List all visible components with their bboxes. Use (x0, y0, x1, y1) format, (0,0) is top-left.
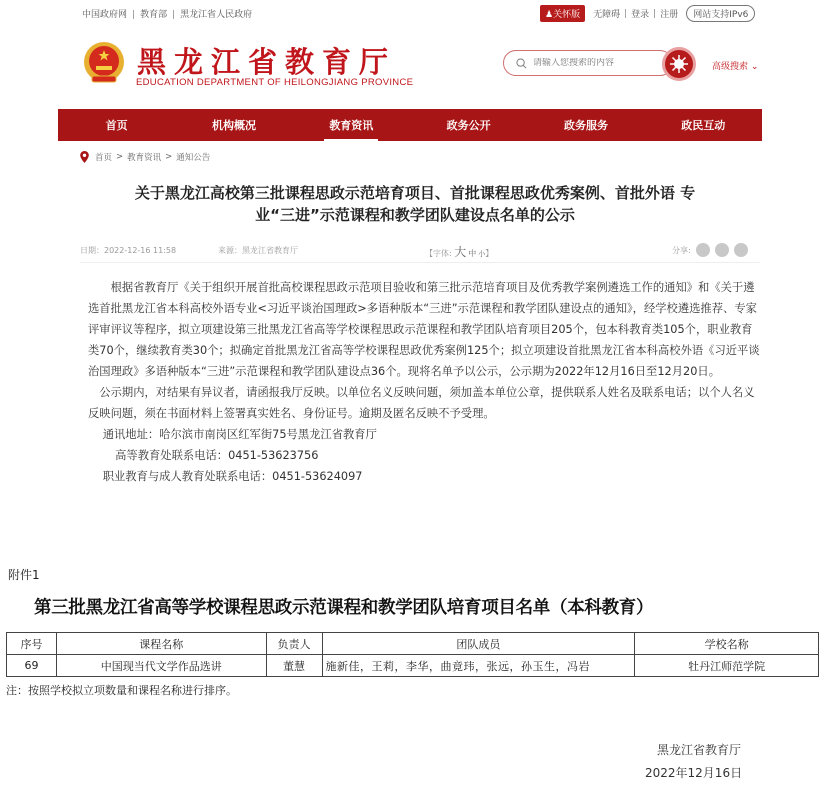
column-header: 负责人 (266, 633, 322, 655)
ipv6-badge: 网站支持IPv6 (686, 5, 755, 22)
paragraph: 公示期内，对结果有异议者，请函报我厅反映。以单位名义反映问题，须加盖本单位公章，提供联系人姓名及联系电话；以个人名义反映问题，须在书面材料上签署真实姓名、身份证号。逾期及匿名反映不予受理。 (88, 386, 755, 420)
cell-course-name: 中国现当代文学作品选讲 (56, 655, 266, 677)
project-list-table (6, 632, 819, 677)
article-meta (80, 243, 760, 259)
separator: | (172, 10, 176, 20)
table-row (7, 655, 819, 677)
font-size-control: 【字体: 大 中 小】 (425, 245, 494, 259)
link-hlj-gov[interactable]: 黑龙江省人民政府 (180, 10, 253, 20)
breadcrumb-notices[interactable]: 通知公告 (176, 153, 211, 163)
nav-item-organization[interactable]: 机构概况 (211, 119, 256, 132)
breadcrumb-home[interactable]: 首页 (95, 153, 113, 163)
publish-date: 日期：2022-12-16 11:58 (80, 246, 177, 255)
care-mode-button[interactable]: ♟关怀版 (540, 5, 585, 22)
nav-item-interaction[interactable]: 政民互动 (681, 119, 726, 132)
breadcrumb-separator: > (165, 152, 173, 162)
top-right-links (540, 5, 755, 22)
font-size-large[interactable]: 大 (454, 245, 467, 259)
share-bar: 分享: (672, 243, 748, 257)
login-link[interactable]: 登录 (631, 10, 650, 20)
chevron-down-icon: ⌄ (750, 62, 759, 72)
separator: | (653, 8, 657, 19)
search-icon (516, 58, 527, 69)
signature-date: 2022年12月16日 (645, 766, 743, 780)
divider (80, 262, 760, 263)
article-source: 来源：黑龙江省教育厅 (218, 246, 298, 255)
location-pin-icon (80, 151, 89, 163)
separator: | (624, 8, 628, 19)
share-qzone-icon[interactable] (734, 243, 748, 257)
attachment-label: 附件1 (8, 568, 40, 582)
search-button[interactable] (662, 47, 696, 81)
article-body (88, 277, 762, 487)
link-moe[interactable]: 教育部 (140, 10, 168, 20)
site-subtitle: EDUCATION DEPARTMENT OF HEILONGJIANG PROVINCE (136, 77, 414, 88)
column-header: 课程名称 (56, 633, 266, 655)
contact-phone-higher-ed: 高等教育处联系电话：0451-53623756 (115, 449, 319, 462)
national-emblem-icon (80, 40, 128, 88)
nav-item-government-services[interactable]: 政务服务 (563, 119, 608, 132)
share-wechat-icon[interactable] (715, 243, 729, 257)
attachment-title: 第三批黑龙江省高等学校课程思政示范课程和教学团队培育项目名单（本科教育） (34, 598, 654, 618)
search-input[interactable] (533, 58, 643, 68)
breadcrumb-education-news[interactable]: 教育资讯 (127, 153, 162, 163)
search-box (503, 50, 673, 76)
breadcrumb-separator: > (116, 152, 124, 162)
column-header: 学校名称 (635, 633, 819, 655)
separator: | (132, 10, 136, 20)
font-size-small[interactable]: 小 (478, 250, 486, 258)
user-icon: ♟ (545, 10, 554, 20)
font-size-medium[interactable]: 中 (468, 249, 477, 258)
accessibility-link[interactable]: 无障碍 (593, 10, 621, 20)
signature-org: 黑龙江省教育厅 (657, 743, 742, 757)
cell-school: 牡丹江师范学院 (635, 655, 819, 677)
share-weibo-icon[interactable] (696, 243, 710, 257)
table-note: 注：按照学校拟立项数量和课程名称进行排序。 (6, 684, 237, 697)
column-header: 团队成员 (322, 633, 635, 655)
nav-item-education-news[interactable]: 教育资讯 (293, 109, 410, 141)
breadcrumb (80, 151, 210, 163)
advanced-search-link[interactable]: 高级搜索 ⌄ (712, 62, 759, 72)
column-header: 序号 (7, 633, 57, 655)
main-nav (58, 109, 762, 141)
top-links (82, 7, 252, 20)
site-title: 黑龙江省教育厅 (137, 45, 397, 79)
snowflake-icon (669, 54, 689, 74)
cell-lead: 董慧 (266, 655, 322, 677)
register-link[interactable]: 注册 (660, 10, 679, 20)
article-title: 关于黑龙江高校第三批课程思政示范培育项目、首批课程思政优秀案例、首批外语 专 业“三进”示范课程和教学团队建设点名单的公示 (134, 184, 696, 224)
site-header (0, 30, 824, 104)
paragraph: 根据省教育厅《关于组织开展首批高校课程思政示范项目验收和第三批示范培育项目及优秀教学案例遴选工作的通知》和《关于遴选首批黑龙江省本科高校外语专业<习近平谈治国理政>多语种版本“三进”示范课程和教学团队建设点的通知》，经学校遴选推荐、专家评审评议等程序，拟立项建设第三批黑龙江省高等学校课程思政示范课程和教学团队培育项目205个，包本科教育类105个，职业教育类70个，继续教育类30个；拟确定首批黑龙江省高等学校课程思政优秀案例125个；拟立项建设首批黑龙江省本科高校外语《习近平谈治国理政》多语种版本“三进”示范课程和教学团队建设点36个。现将名单予以公示，公示期为2022年12月16日至12月20日。 (88, 281, 760, 378)
nav-item-home[interactable]: 首页 (105, 119, 128, 132)
nav-item-government-affairs[interactable]: 政务公开 (446, 119, 491, 132)
table-header-row (7, 633, 819, 655)
cell-index: 69 (7, 655, 57, 677)
contact-address: 通讯地址：哈尔滨市南岗区红军街75号黑龙江省教育厅 (102, 428, 377, 441)
cell-team-members: 施新佳，王莉，李华，曲竟玮，张远，孙玉生，冯岩 (322, 655, 635, 677)
top-bar (0, 0, 824, 28)
link-china-gov[interactable]: 中国政府网 (82, 10, 128, 20)
contact-phone-vocational: 职业教育与成人教育处联系电话：0451-53624097 (102, 470, 363, 483)
